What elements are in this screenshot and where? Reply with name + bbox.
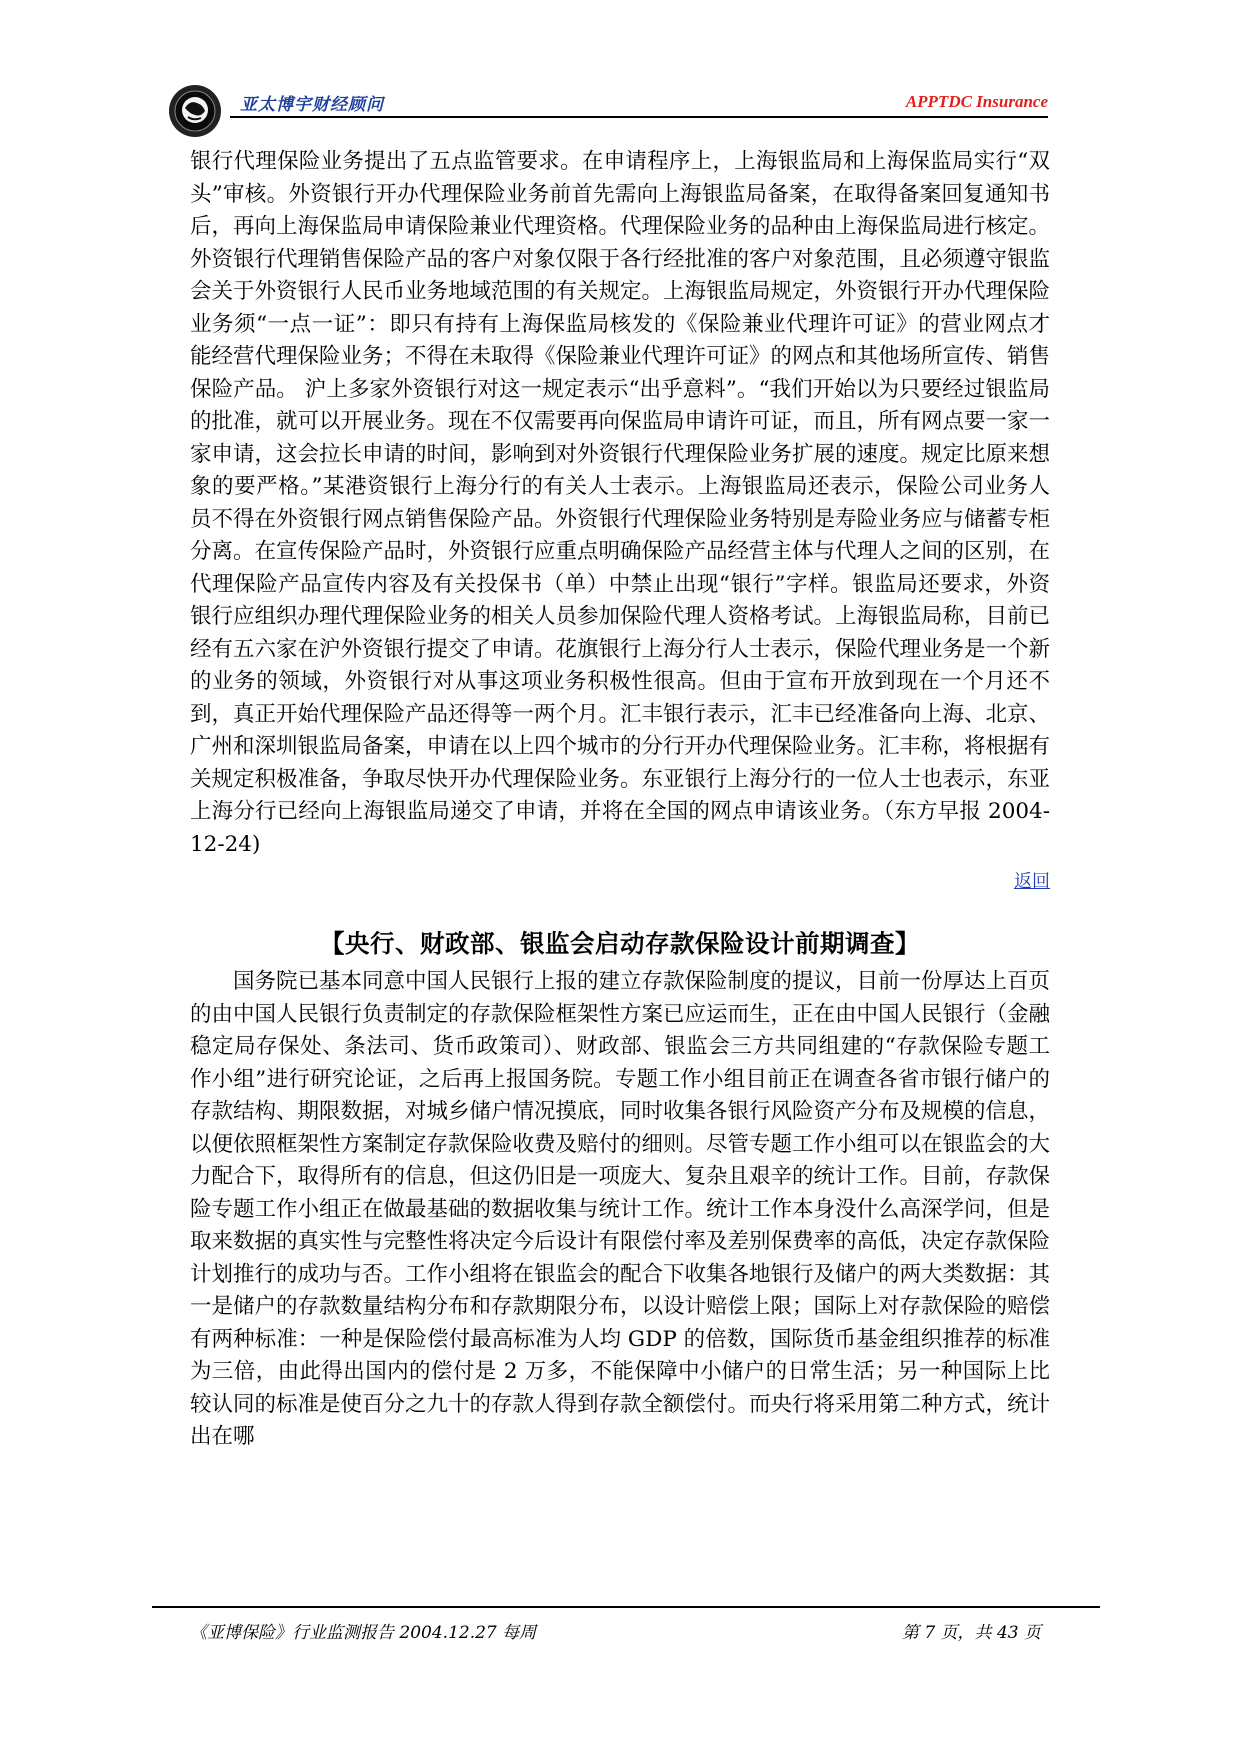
back-link[interactable]: 返回 — [1014, 871, 1050, 892]
page-content — [190, 146, 1050, 1454]
footer-report-title: 《亚博保险》行业监测报告 2004.12.27 每周 — [190, 1623, 537, 1643]
page-header — [168, 80, 1048, 120]
globe-logo-icon — [168, 84, 222, 138]
header-divider — [230, 116, 1048, 118]
article-2-title: 【央行、财政部、银监会启动存款保险设计前期调查】 — [320, 929, 920, 958]
brand-name-cn: 亚太博宇财经顾问 — [240, 95, 384, 115]
brand-name-en: APPTDC Insurance — [905, 92, 1048, 111]
article-1-body: 银行代理保险业务提出了五点监管要求。在申请程序上，上海银监局和上海保监局实行“双头”审核。外资银行开办代理保险业务前首先需向上海银监局备案，在取得备案回复通知书后，再向上海保监局申请保险兼业代理资格。代理保险业务的品种由上海保监局进行核定。外资银行代理销售保险产品的客户对象仅限于各行经批准的客户对象范围，且必须遵守银监会关于外资银行人民币业务地域范围的有关规定。上海银监局规定，外资银行开办代理保险业务须“一点一证”：即只有持有上海保监局核发的《保险兼业代理许可证》的营业网点才能经营代理保险业务；不得在未取得《保险兼业代理许可证》的网点和其他场所宣传、销售保险产品。 沪上多家外资银行对这一规定表示“出乎意料”。“我们开始以为只要经过银监局的批准，就可以开展业务。现在不仅需要再向保监局申请许可证，而且，所有网点要一家一家申请，这会拉长申请的时间，影响到对外资银行代理保险业务扩展的速度。规定比原来想象的要严格。”某港资银行上海分行的有关人士表示。上海银监局还表示，保险公司业务人员不得在外资银行网点销售保险产品。外资银行代理保险业务特别是寿险业务应与储蓄专柜分离。在宣传保险产品时，外资银行应重点明确保险产品经营主体与代理人之间的区别，在代理保险产品宣传内容及有关投保书（单）中禁止出现“银行”字样。银监局还要求，外资银行应组织办理代理保险业务的相关人员参加保险代理人资格考试。上海银监局称，目前已经有五六家在沪外资银行提交了申请。花旗银行上海分行人士表示，保险代理业务是一个新的业务的领域，外资银行对从事这项业务积极性很高。但由于宣布开放到现在一个月还不到，真正开始代理保险产品还得等一两个月。汇丰银行表示，汇丰已经准备向上海、北京、广州和深圳银监局备案，申请在以上四个城市的分行开办代理保险业务。汇丰称，将根据有关规定积极准备，争取尽快开办代理保险业务。东亚银行上海分行的一位人士也表示，东亚上海分行已经向上海银监局递交了申请，并将在全国的网点申请该业务。（东方早报 2004-12-24) — [190, 149, 1051, 857]
article-2-body: 国务院已基本同意中国人民银行上报的建立存款保险制度的提议，目前一份厚达上百页的由中国人民银行负责制定的存款保险框架性方案已应运而生，正在由中国人民银行（金融稳定局存保处、条法司、货币政策司）、财政部、银监会三方共同组建的“存款保险专题工作小组”进行研究论证，之后再上报国务院。专题工作小组目前正在调查各省市银行储户的存款结构、期限数据，对城乡储户情况摸底，同时收集各银行风险资产分布及规模的信息，以便依照框架性方案制定存款保险收费及赔付的细则。尽管专题工作小组可以在银监会的大力配合下，取得所有的信息，但这仍旧是一项庞大、复杂且艰辛的统计工作。目前，存款保险专题工作小组正在做最基础的数据收集与统计工作。统计工作本身没什么高深学问，但是取来数据的真实性与完整性将决定今后设计有限偿付率及差别保费率的高低，决定存款保险计划推行的成功与否。工作小组将在银监会的配合下收集各地银行及储户的两大类数据：其一是储户的存款数量结构分布和存款期限分布，以设计赔偿上限；国际上对存款保险的赔偿有两种标准：一种是保险偿付最高标准为人均 GDP 的倍数，国际货币基金组织推荐的标准为三倍，由此得出国内的偿付是 2 万多，不能保障中小储户的日常生活；另一种国际上比较认同的标准是使百分之九十的存款人得到存款全额偿付。而央行将采用第二种方式，统计出在哪 — [190, 969, 1051, 1449]
footer-divider — [152, 1606, 1100, 1608]
footer-page-number: 第 7 页，共 43 页 — [901, 1623, 1041, 1643]
back-row — [190, 867, 1050, 899]
